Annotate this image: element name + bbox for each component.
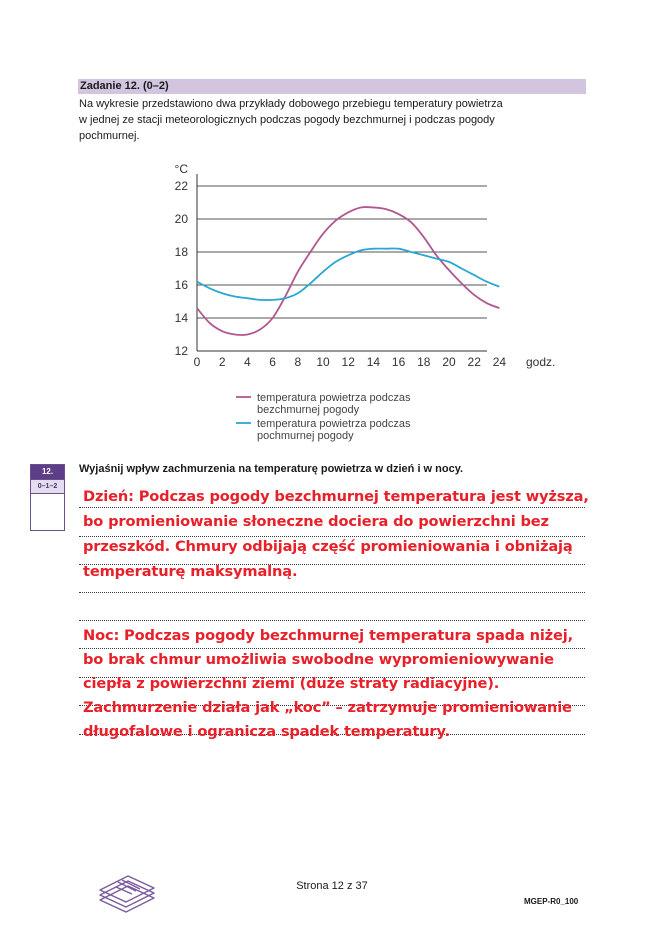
y-tick-label: 22 xyxy=(174,179,188,193)
x-tick-label: 18 xyxy=(417,355,431,369)
score-field[interactable] xyxy=(31,493,64,530)
answer-night-line: Zachmurzenie działa jak „koc” – zatrzymuje promieniowanie xyxy=(83,699,572,716)
score-box xyxy=(30,464,65,531)
x-tick-label: 2 xyxy=(218,355,226,369)
answer-line xyxy=(79,592,585,593)
answer-day-line: bo promieniowanie słoneczne dociera do powierzchni bez xyxy=(83,513,549,530)
x-tick-label: 4 xyxy=(244,355,251,369)
y-unit-label: °C xyxy=(174,162,188,176)
legend-label: pochmurnej pogody xyxy=(257,430,354,442)
x-tick-label: 12 xyxy=(341,355,355,369)
answer-night-line: bo brak chmur umożliwia swobodne wypromieniowywanie xyxy=(83,651,554,668)
task-description xyxy=(79,96,579,144)
y-tick-label: 14 xyxy=(174,311,188,325)
x-tick-label: 14 xyxy=(366,355,381,369)
answer-night-line: ciepła z powierzchni ziemi (duże straty radiacyjne). xyxy=(83,675,500,692)
x-tick-label: 8 xyxy=(294,355,302,369)
score-number: 12. xyxy=(31,465,64,479)
exam-code: MGEP-R0_100 xyxy=(524,897,579,906)
y-tick-label: 18 xyxy=(174,245,188,259)
x-tick-label: 16 xyxy=(391,355,406,369)
answer-night-line: Noc: Podczas pogody bezchmurnej temperatura spada niżej, xyxy=(83,627,574,644)
task-title: Zadanie 12. (0–2) xyxy=(80,80,169,92)
legend-label: temperatura powietrza podczas xyxy=(257,392,411,404)
question-text: Wyjaśnij wpływ zachmurzenia na temperaturę powietrza w dzień i w nocy. xyxy=(79,463,464,475)
cke-logo-icon xyxy=(96,872,158,916)
series-line-cloudy-weather xyxy=(197,248,499,300)
answer-night-line: długofalowe i ogranicza spadek temperatury. xyxy=(83,723,450,740)
y-tick-label: 16 xyxy=(174,278,188,292)
x-tick-label: 22 xyxy=(467,355,481,369)
x-unit-label: godz. xyxy=(526,355,556,369)
y-tick-label: 20 xyxy=(174,212,188,226)
score-points: 0–1–2 xyxy=(31,479,64,493)
x-tick-label: 10 xyxy=(316,355,330,369)
series-line-clear-weather xyxy=(197,207,499,335)
page-number: Strona 12 z 37 xyxy=(296,880,368,892)
task-line: pochmurnej. xyxy=(79,130,140,142)
temperature-chart xyxy=(160,155,556,450)
x-tick-label: 24 xyxy=(492,355,507,369)
answer-night[interactable] xyxy=(83,624,593,744)
y-tick-label: 12 xyxy=(174,344,188,358)
answer-day-line: przeszkód. Chmury odbijają część promieniowania i obniżają xyxy=(83,538,573,555)
x-tick-label: 0 xyxy=(193,355,201,369)
answer-day-line: temperaturę maksymalną. xyxy=(83,563,298,580)
x-tick-label: 20 xyxy=(442,355,456,369)
answer-line xyxy=(79,620,585,621)
task-line: Na wykresie przedstawiono dwa przykłady dobowego przebiegu temperatury powietrza xyxy=(79,98,503,110)
answer-day-line: Dzień: Podczas pogody bezchmurnej temperatura jest wyższa, xyxy=(83,488,589,505)
task-line: w jednej ze stacji meteorologicznych podczas pogody bezchmurnej i podczas pogody xyxy=(79,114,495,126)
x-tick-label: 6 xyxy=(269,355,276,369)
legend-label: bezchmurnej pogody xyxy=(257,404,360,416)
answer-day[interactable] xyxy=(83,484,593,584)
legend-label: temperatura powietrza podczas xyxy=(257,418,411,430)
